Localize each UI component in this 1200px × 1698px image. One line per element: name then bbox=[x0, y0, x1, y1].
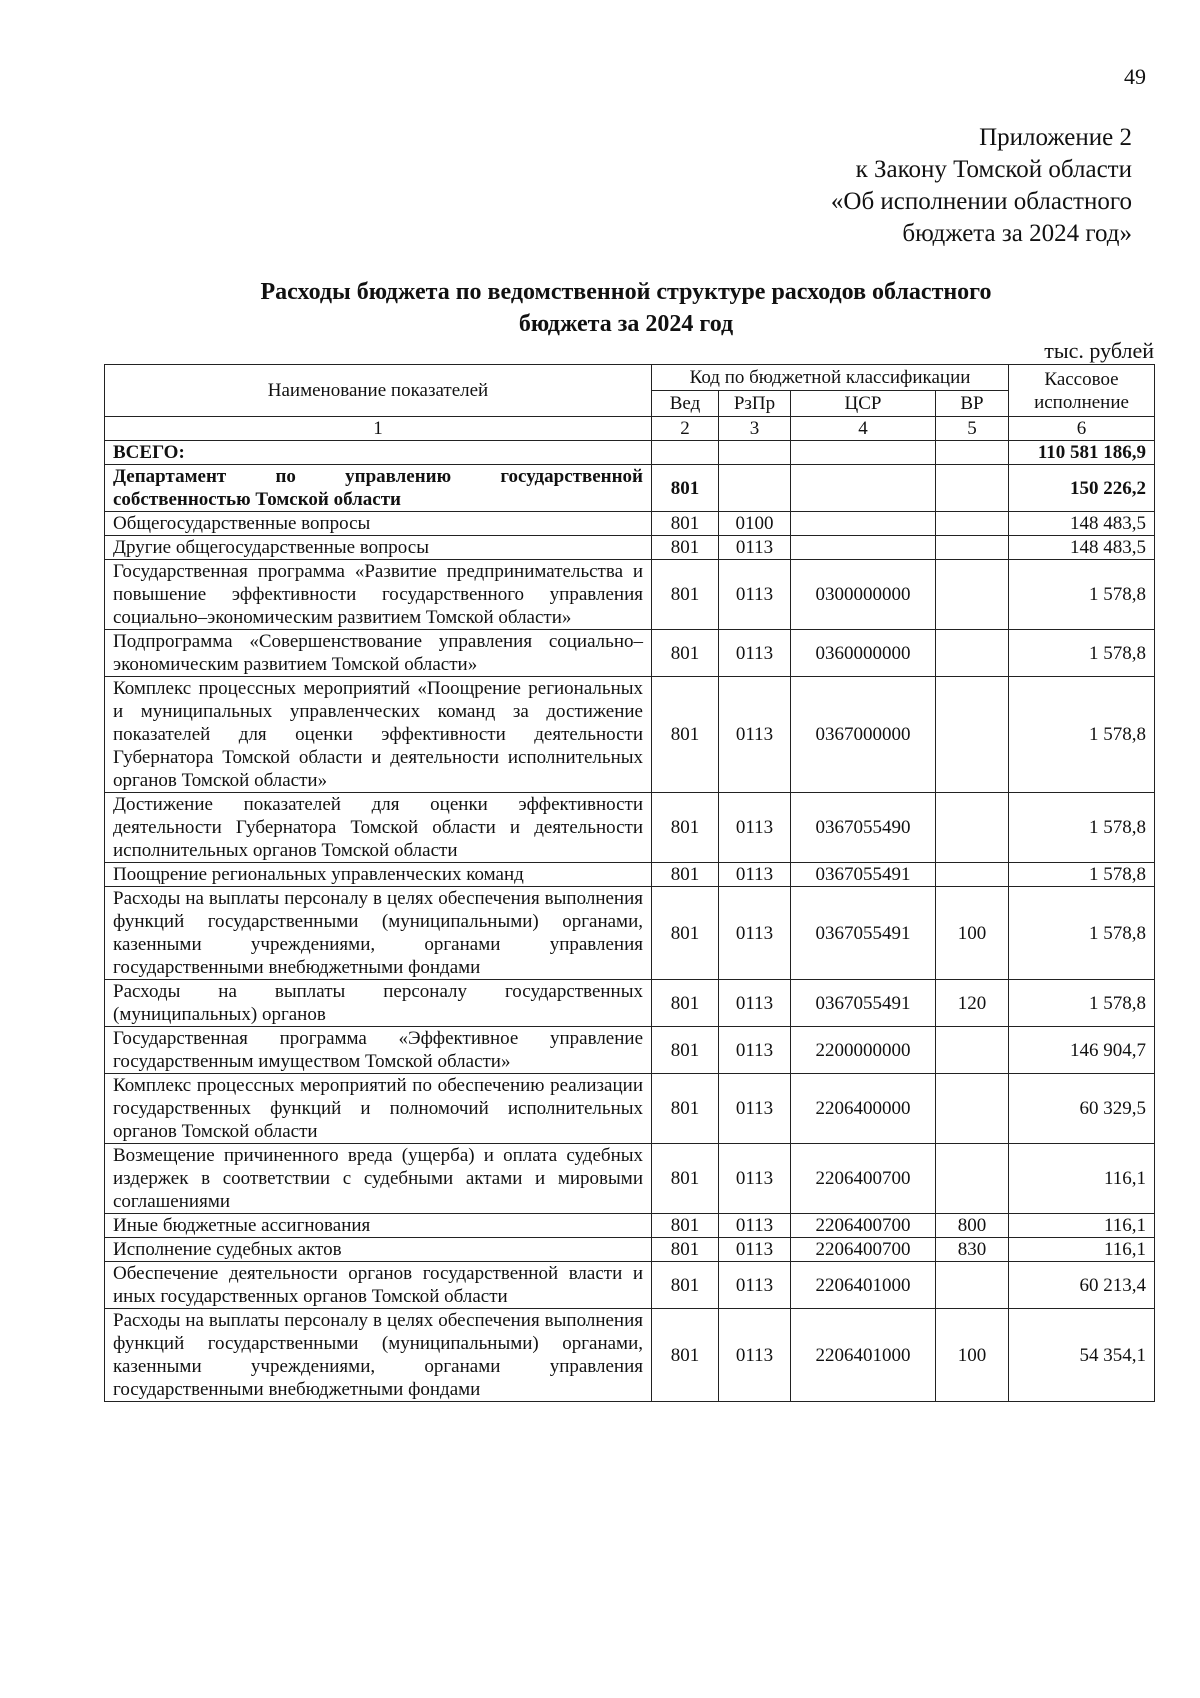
row-rzpr: 0113 bbox=[719, 630, 791, 677]
row-vr: 100 bbox=[936, 887, 1009, 980]
row-vr: 120 bbox=[936, 980, 1009, 1027]
row-csr: 0300000000 bbox=[791, 560, 936, 630]
row-csr: 0360000000 bbox=[791, 630, 936, 677]
row-name: Исполнение судебных актов bbox=[105, 1238, 652, 1262]
table-row bbox=[105, 1262, 1155, 1309]
row-vr bbox=[936, 630, 1009, 677]
row-name: Департамент по управлению государственной собственностью Томской области bbox=[105, 465, 652, 512]
row-vr: 830 bbox=[936, 1238, 1009, 1262]
document-title bbox=[100, 276, 1152, 340]
row-vr: 800 bbox=[936, 1214, 1009, 1238]
row-rzpr: 0113 bbox=[719, 1262, 791, 1309]
header-rzpr: РзПр bbox=[719, 391, 791, 417]
row-csr: 0367000000 bbox=[791, 677, 936, 793]
table-row bbox=[105, 536, 1155, 560]
row-amount: 1 578,8 bbox=[1009, 793, 1155, 863]
units-label: тыс. рублей bbox=[1044, 338, 1154, 363]
row-rzpr: 0113 bbox=[719, 1238, 791, 1262]
row-csr: 2200000000 bbox=[791, 1027, 936, 1074]
column-number: 2 bbox=[652, 417, 719, 441]
row-amount: 148 483,5 bbox=[1009, 512, 1155, 536]
row-rzpr: 0113 bbox=[719, 793, 791, 863]
row-name: Расходы на выплаты персоналу в целях обеспечения выполнения функций государственными (муниципальными) органами, казенными учреждениями, органами управления государственными внебюджетными фондами bbox=[105, 1309, 652, 1402]
table-body bbox=[105, 441, 1155, 1402]
row-ved: 801 bbox=[652, 1238, 719, 1262]
row-vr bbox=[936, 1262, 1009, 1309]
row-vr bbox=[936, 465, 1009, 512]
appendix-line: «Об исполнении областного bbox=[830, 188, 1132, 215]
row-vr bbox=[936, 560, 1009, 630]
row-ved: 801 bbox=[652, 1027, 719, 1074]
row-name: Расходы на выплаты персоналу государственных (муниципальных) органов bbox=[105, 980, 652, 1027]
row-vr bbox=[936, 1074, 1009, 1144]
row-vr: 100 bbox=[936, 1309, 1009, 1402]
row-name: Другие общегосударственные вопросы bbox=[105, 536, 652, 560]
row-amount: 1 578,8 bbox=[1009, 863, 1155, 887]
row-vr bbox=[936, 1027, 1009, 1074]
row-name: Комплекс процессных мероприятий «Поощрение региональных и муниципальных управленческих команд за достижение показателей для оценки эффективности деятельности Губернатора Томской области и деятельности исполнительных органов Томской области» bbox=[105, 677, 652, 793]
column-number: 6 bbox=[1009, 417, 1155, 441]
table-row bbox=[105, 677, 1155, 793]
header-csr: ЦСР bbox=[791, 391, 936, 417]
row-rzpr bbox=[719, 441, 791, 465]
row-name: Подпрограмма «Совершенствование управления социально–экономическим развитием Томской области» bbox=[105, 630, 652, 677]
table-row bbox=[105, 793, 1155, 863]
row-name: Государственная программа «Развитие предпринимательства и повышение эффективности государственного управления социально–экономическим развитием Томской области» bbox=[105, 560, 652, 630]
row-ved: 801 bbox=[652, 1309, 719, 1402]
row-name: Поощрение региональных управленческих команд bbox=[105, 863, 652, 887]
row-rzpr bbox=[719, 465, 791, 512]
table-row bbox=[105, 1214, 1155, 1238]
column-number: 4 bbox=[791, 417, 936, 441]
appendix-reference bbox=[831, 122, 1132, 250]
appendix-line: бюджета за 2024 год» bbox=[902, 220, 1132, 247]
row-csr: 2206401000 bbox=[791, 1309, 936, 1402]
table-row bbox=[105, 441, 1155, 465]
row-csr: 0367055490 bbox=[791, 793, 936, 863]
table-row bbox=[105, 465, 1155, 512]
row-amount: 1 578,8 bbox=[1009, 630, 1155, 677]
row-rzpr: 0113 bbox=[719, 1214, 791, 1238]
row-ved: 801 bbox=[652, 887, 719, 980]
row-amount: 60 329,5 bbox=[1009, 1074, 1155, 1144]
row-ved: 801 bbox=[652, 980, 719, 1027]
row-amount: 150 226,2 bbox=[1009, 465, 1155, 512]
row-amount: 1 578,8 bbox=[1009, 560, 1155, 630]
row-rzpr: 0113 bbox=[719, 1027, 791, 1074]
row-vr bbox=[936, 512, 1009, 536]
expenditure-table bbox=[104, 364, 1155, 1402]
table-row bbox=[105, 630, 1155, 677]
table-row bbox=[105, 1238, 1155, 1262]
row-rzpr: 0113 bbox=[719, 536, 791, 560]
row-csr: 2206401000 bbox=[791, 1262, 936, 1309]
column-number: 3 bbox=[719, 417, 791, 441]
row-amount: 148 483,5 bbox=[1009, 536, 1155, 560]
row-rzpr: 0113 bbox=[719, 1309, 791, 1402]
row-vr bbox=[936, 793, 1009, 863]
row-name: ВСЕГО: bbox=[105, 441, 652, 465]
column-number: 5 bbox=[936, 417, 1009, 441]
row-vr bbox=[936, 863, 1009, 887]
row-ved: 801 bbox=[652, 677, 719, 793]
column-number-row bbox=[105, 417, 1155, 441]
row-name: Обеспечение деятельности органов государственной власти и иных государственных органов Томской области bbox=[105, 1262, 652, 1309]
table-row bbox=[105, 980, 1155, 1027]
row-rzpr: 0113 bbox=[719, 677, 791, 793]
header-vr: ВР bbox=[936, 391, 1009, 417]
row-name: Достижение показателей для оценки эффективности деятельности Губернатора Томской области и деятельности исполнительных органов Томской области bbox=[105, 793, 652, 863]
table-row bbox=[105, 1074, 1155, 1144]
row-amount: 146 904,7 bbox=[1009, 1027, 1155, 1074]
row-vr bbox=[936, 1144, 1009, 1214]
row-csr bbox=[791, 465, 936, 512]
row-ved: 801 bbox=[652, 863, 719, 887]
row-vr bbox=[936, 677, 1009, 793]
row-csr: 0367055491 bbox=[791, 863, 936, 887]
header-name: Наименование показателей bbox=[105, 365, 652, 417]
row-csr bbox=[791, 536, 936, 560]
header-amount: Кассовое исполнение bbox=[1009, 365, 1155, 417]
row-amount: 60 213,4 bbox=[1009, 1262, 1155, 1309]
header-code-group: Код по бюджетной классификации bbox=[652, 365, 1009, 391]
row-csr bbox=[791, 512, 936, 536]
row-ved: 801 bbox=[652, 560, 719, 630]
row-ved: 801 bbox=[652, 1214, 719, 1238]
table-row bbox=[105, 1144, 1155, 1214]
row-csr: 0367055491 bbox=[791, 980, 936, 1027]
row-rzpr: 0113 bbox=[719, 863, 791, 887]
row-amount: 116,1 bbox=[1009, 1238, 1155, 1262]
row-csr bbox=[791, 441, 936, 465]
page-number: 49 bbox=[1124, 64, 1146, 89]
row-ved: 801 bbox=[652, 1262, 719, 1309]
row-ved bbox=[652, 441, 719, 465]
row-ved: 801 bbox=[652, 1074, 719, 1144]
row-name: Возмещение причиненного вреда (ущерба) и оплата судебных издержек в соответствии с судебными актами и мировыми соглашениями bbox=[105, 1144, 652, 1214]
row-rzpr: 0113 bbox=[719, 560, 791, 630]
column-number: 1 bbox=[105, 417, 652, 441]
row-amount: 116,1 bbox=[1009, 1144, 1155, 1214]
row-rzpr: 0113 bbox=[719, 1074, 791, 1144]
row-ved: 801 bbox=[652, 630, 719, 677]
row-name: Иные бюджетные ассигнования bbox=[105, 1214, 652, 1238]
table-row bbox=[105, 560, 1155, 630]
row-ved: 801 bbox=[652, 1144, 719, 1214]
table-row bbox=[105, 1027, 1155, 1074]
row-amount: 1 578,8 bbox=[1009, 980, 1155, 1027]
title-line: Расходы бюджета по ведомственной структуре расходов областного bbox=[260, 279, 992, 305]
table-row bbox=[105, 1309, 1155, 1402]
row-ved: 801 bbox=[652, 512, 719, 536]
appendix-line: к Закону Томской области bbox=[855, 156, 1132, 183]
row-ved: 801 bbox=[652, 536, 719, 560]
row-ved: 801 bbox=[652, 793, 719, 863]
table-row bbox=[105, 863, 1155, 887]
table-row bbox=[105, 512, 1155, 536]
row-csr: 2206400700 bbox=[791, 1214, 936, 1238]
row-name: Государственная программа «Эффективное управление государственным имуществом Томской области» bbox=[105, 1027, 652, 1074]
row-rzpr: 0113 bbox=[719, 887, 791, 980]
row-csr: 2206400700 bbox=[791, 1144, 936, 1214]
header-ved: Вед bbox=[652, 391, 719, 417]
row-vr bbox=[936, 536, 1009, 560]
row-name: Расходы на выплаты персоналу в целях обеспечения выполнения функций государственными (муниципальными) органами, казенными учреждениями, органами управления государственными внебюджетными фондами bbox=[105, 887, 652, 980]
row-amount: 54 354,1 bbox=[1009, 1309, 1155, 1402]
row-csr: 0367055491 bbox=[791, 887, 936, 980]
row-rzpr: 0113 bbox=[719, 980, 791, 1027]
table-row bbox=[105, 887, 1155, 980]
row-amount: 110 581 186,9 bbox=[1009, 441, 1155, 465]
row-csr: 2206400700 bbox=[791, 1238, 936, 1262]
row-name: Комплекс процессных мероприятий по обеспечению реализации государственных функций и полномочий исполнительных органов Томской области bbox=[105, 1074, 652, 1144]
row-amount: 1 578,8 bbox=[1009, 887, 1155, 980]
row-amount: 1 578,8 bbox=[1009, 677, 1155, 793]
row-name: Общегосударственные вопросы bbox=[105, 512, 652, 536]
title-line: бюджета за 2024 год bbox=[518, 311, 734, 337]
row-ved: 801 bbox=[652, 465, 719, 512]
appendix-line: Приложение 2 bbox=[979, 124, 1132, 151]
row-vr bbox=[936, 441, 1009, 465]
row-amount: 116,1 bbox=[1009, 1214, 1155, 1238]
row-rzpr: 0100 bbox=[719, 512, 791, 536]
row-rzpr: 0113 bbox=[719, 1144, 791, 1214]
row-csr: 2206400000 bbox=[791, 1074, 936, 1144]
